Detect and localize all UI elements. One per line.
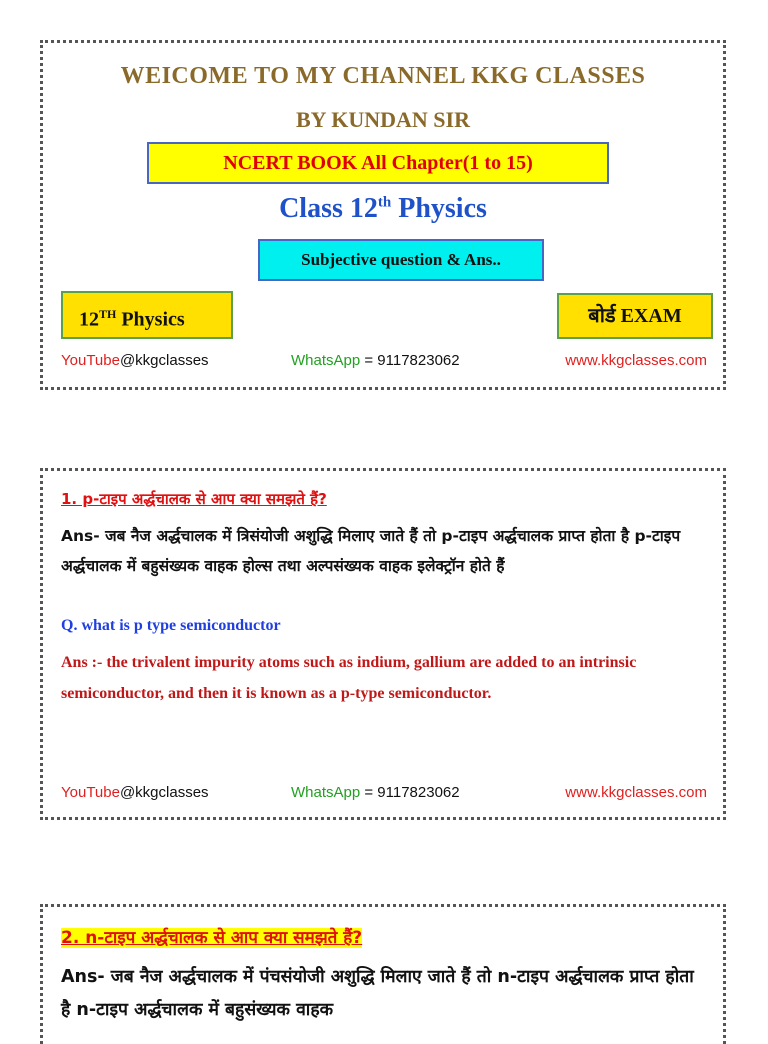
youtube-link[interactable] — [61, 784, 209, 801]
website-link[interactable]: www.kkgclasses.com — [565, 784, 707, 801]
question-2-text: 2. n-टाइप अर्द्धचालक से आप क्या समझते हैं? — [61, 928, 363, 948]
whatsapp-number: = 9117823062 — [360, 352, 460, 369]
question-1-title: 1. p-टाइप अर्द्धचालक से आप क्या समझते हैं? — [61, 490, 327, 508]
youtube-link[interactable] — [61, 352, 209, 369]
whatsapp-label: WhatsApp — [291, 352, 361, 369]
youtube-label: YouTube — [61, 352, 120, 369]
whatsapp-label: WhatsApp — [291, 784, 361, 801]
answer-2-hindi: Ans- जब नैज अर्द्धचालक में पंचसंयोजी अशुद्धि मिलाए जाते हैं तो n-टाइप अर्द्धचालक प्राप्त होता है n-टाइप अर्द्धचालक में बहुसंख्यक वाहक — [61, 967, 694, 1020]
class-heading-suffix: Physics — [391, 193, 487, 224]
channel-title: WEICOME TO MY CHANNEL KKG CLASSES — [120, 63, 646, 89]
physics-badge-suffix: Physics — [116, 308, 185, 331]
channel-subtitle: BY KUNDAN SIR — [296, 107, 470, 132]
youtube-handle: @kkgclasses — [119, 784, 209, 801]
question-2-title — [61, 925, 709, 948]
physics-badge — [61, 291, 233, 339]
question-1-english: Q. what is p type semiconductor — [61, 617, 281, 634]
question-card-1 — [40, 468, 726, 820]
physics-badge-sup: TH — [99, 307, 117, 321]
subjective-banner: Subjective question & Ans.. — [258, 239, 544, 281]
class-heading — [43, 193, 723, 225]
answer-1-english: Ans :- the trivalent impurity atoms such as indium, gallium are added to an intrinsic semiconductor, and then it is known as a p-type semiconductor. — [61, 654, 637, 702]
board-exam-badge: बोर्ड EXAM — [557, 293, 713, 339]
question-card-2 — [40, 904, 726, 1044]
ncert-banner: NCERT BOOK All Chapter(1 to 15) — [147, 142, 609, 184]
youtube-label: YouTube — [61, 784, 120, 801]
class-heading-prefix: Class 12 — [279, 193, 378, 224]
youtube-handle: @kkgclasses — [119, 352, 209, 369]
whatsapp-contact[interactable] — [291, 352, 460, 369]
website-link[interactable]: www.kkgclasses.com — [565, 352, 707, 369]
banner-card — [40, 40, 726, 390]
whatsapp-number: = 9117823062 — [360, 784, 460, 801]
whatsapp-contact[interactable] — [291, 784, 460, 801]
class-heading-sup: th — [377, 194, 392, 211]
physics-badge-prefix: 12 — [79, 308, 99, 331]
answer-1-hindi: Ans- जब नैज अर्द्धचालक में त्रिसंयोजी अशुद्धि मिलाए जाते हैं तो p-टाइप अर्द्धचालक प्राप्त होता है p-टाइप अर्द्धचालक में बहुसंख्यक वाहक होल्स तथा अल्पसंख्यक वाहक इलेक्ट्रॉन होते हैं — [61, 527, 681, 575]
